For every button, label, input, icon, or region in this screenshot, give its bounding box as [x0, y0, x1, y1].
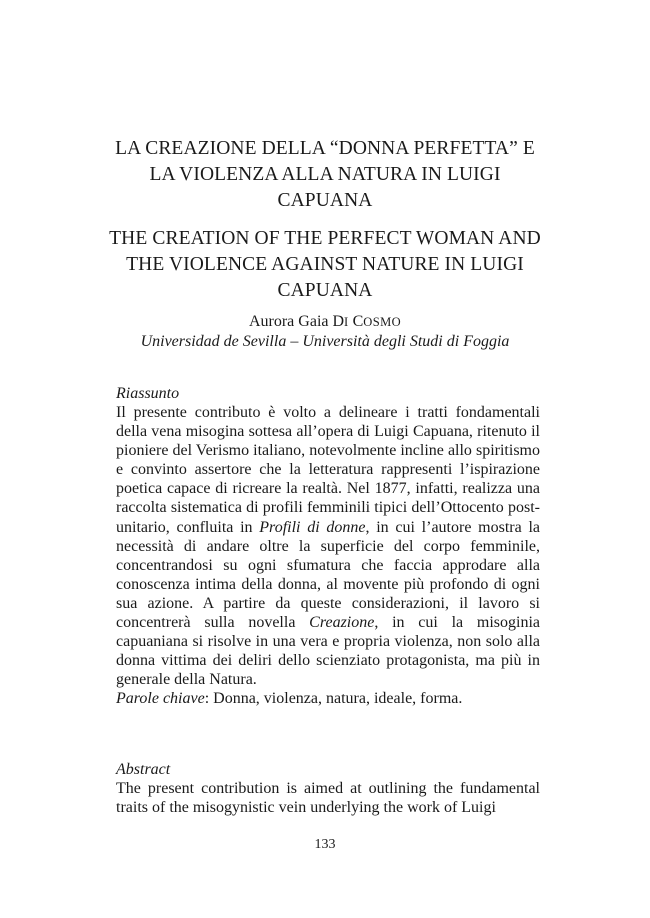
abstract-label: Abstract — [116, 761, 171, 778]
author-name — [0, 312, 650, 332]
keywords-label: Parole chiave — [116, 690, 205, 708]
title-english: THE CREATION OF THE PERFECT WOMAN AND THE VIOLENCE AGAINST NATURE IN LUIGI CAPUANA — [109, 228, 541, 301]
keywords-line — [116, 689, 540, 708]
author-affiliation: Universidad de Sevilla – Università degli Studi di Foggia — [140, 333, 510, 350]
abstract-text: The present contribution is aimed at outlining the fundamental traits of the misogynistic vein underlying the work of Luigi — [116, 780, 540, 817]
author-given-name: Aurora Gaia — [248, 313, 329, 330]
page-number: 133 — [314, 837, 336, 852]
author-surname: DI COSMO — [332, 313, 402, 330]
keywords-list: : Donna, violenza, natura, ideale, forma. — [204, 690, 463, 708]
riassunto-label: Riassunto — [116, 385, 180, 402]
riassunto-section — [116, 384, 540, 708]
riassunto-text: Il presente contributo è volto a delineare i tratti fondamentali della vena misogina sottesa all’opera di Luigi Capuana, ritenuto il pioniere del Verismo italiano, notevolmente incline allo spiritismo e convinto assertore che la letteratura rappresenti l’ispirazione poetica capace di ricreare la realtà. Nel 1877, infatti, realizza una raccolta sistematica di profili femminili tipici dell’Ottocento post-unitario, confluita in Profili di donne, in cui l’autore mostra la necessità di andare oltre la superficie del corpo femminile, concentrandosi su ogni sfumatura che faccia approdare alla conoscenza intima della donna, al movente più profondo di ogni sua azione. A partire da queste considerazioni, il lavoro si concentrerà sulla novella Creazione, in cui la misoginia capuaniana si risolve in una vera e propria violenza, non solo alla donna vittima dei deliri dello scienziato protagonista, ma più in generale della Natura. — [116, 404, 540, 689]
title-italian: LA CREAZIONE DELLA “DONNA PERFETTA” E LA VIOLENZA ALLA NATURA IN LUIGI CAPUANA — [115, 138, 535, 211]
abstract-section — [116, 760, 540, 817]
